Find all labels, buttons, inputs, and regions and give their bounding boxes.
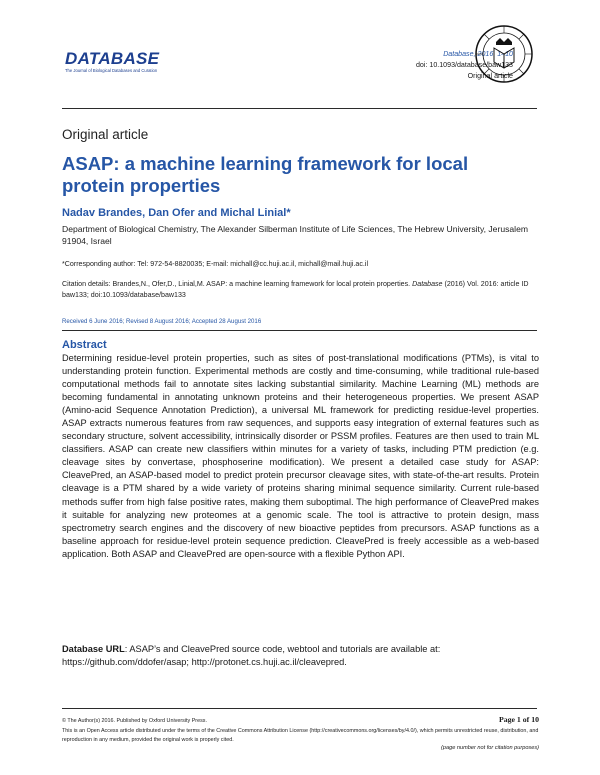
doi: doi: 10.1093/database/baw133: [415, 61, 513, 70]
journal-logo: [65, 49, 160, 75]
citation-prefix: Citation details: Brandes,N., Ofer,D., Linial,M. ASAP: a machine learning framework for local protein properties.: [62, 280, 411, 288]
footer-rule: [62, 708, 537, 709]
logo-text: DATABASE: [65, 49, 160, 68]
footer-license: [62, 717, 540, 746]
database-url-label: Database URL: [62, 644, 125, 654]
abstract-heading: Abstract: [62, 339, 107, 351]
authors: Nadav Brandes, Dan Ofer and Michal Linial*: [62, 207, 291, 219]
affiliation: Department of Biological Chemistry, The Alexander Silberman Institute of Life Sciences, The Hebrew University, Jerusalem 91904, Israel: [62, 224, 529, 247]
database-url-text: : ASAP’s and CleavePred source code, webtool and tutorials are available at: https://github.com/ddofer/asap; http://protonet.cs.huji.ac.il/cleavepred.: [62, 644, 441, 668]
corresponding-author: *Corresponding author: Tel: 972-54-8820035; E-mail: michall@cc.huji.ac.il, michall@mail.huji.ac.il: [62, 260, 369, 268]
header-rule: [62, 108, 537, 109]
copyright: © The Author(s) 2016. Published by Oxford University Press.: [62, 718, 207, 724]
received-dates: Received 6 June 2016; Revised 8 August 2016; Accepted 28 August 2016: [62, 318, 262, 325]
journal-ref: Database, 2016, 1–10: [443, 50, 513, 58]
logo-subtitle: The Journal of Biological Databases and Curation: [65, 68, 158, 73]
article-title: ASAP: a machine learning framework for local protein properties: [62, 153, 469, 196]
page-note: (page number not for citation purposes): [441, 745, 539, 751]
database-url: [62, 643, 539, 669]
page-number: Page 1 of 10: [498, 715, 539, 724]
header-article-type: Original article: [467, 72, 513, 81]
abstract-rule: [62, 330, 537, 331]
citation-journal: Database: [412, 280, 443, 288]
citation-suffix: (2016) Vol. 2016: article ID baw133; doi:10.1093/database/baw133: [62, 280, 529, 300]
article-type: Original article: [62, 127, 149, 142]
license-text: This is an Open Access article distributed under the terms of the Creative Commons Attribution License (http://creativecommons.org/licenses/by/4.0/), which permits unrestricted reuse, distribution, and reproduction in any medium, provided the original work is properly cited.: [62, 727, 539, 743]
abstract-text: Determining residue-level protein properties, such as sites of post-translational modifications (PTMs), is vital to understanding protein function. Experimental methods are costly and time-consuming, while traditional rule-based computational methods fail to annotate sites lacking substantial similarity. Machine Learning (ML) methods are becoming fundamental in annotating unknown proteins and their heterogeneous properties. We present ASAP (Amino-acid Sequence Annotation Prediction), a universal ML framework for predicting residue-level properties. ASAP extracts numerous features from raw sequences, and supports easy integration of external features such as secondary structure, solvent accessibility, intrinsically disorder or PSSM profiles. Features are then used to train ML classifiers. ASAP can create new classifiers within minutes for a variety of tasks, including PTM prediction (e.g. cleavage sites by convertase, phosphoserine modification). We present a detailed case study for ASAP: CleavePred, an ASAP-based model to predict protein precursor cleavage sites, with state-of-the-art results. Protein cleavage is a PTM shared by a wide variety of proteins sharing minimal sequence similarity. Current rule-based methods suffer from high false positive rates, making them suboptimal. The high performance of CleavePred makes it suitable for analyzing new proteomes at a genomic scale. The tool is attractive to protein design, mass spectrometry search engines and the discovery of new bioactive peptides from precursors. ASAP functions as a baseline approach for residue-level protein sequence prediction. CleavePred is freely accessible as a web-based application. Both ASAP and CleavePred are open-source with a flexible Python API.: [62, 353, 539, 559]
university-seal-icon: [474, 24, 534, 84]
citation-details: [62, 279, 534, 302]
